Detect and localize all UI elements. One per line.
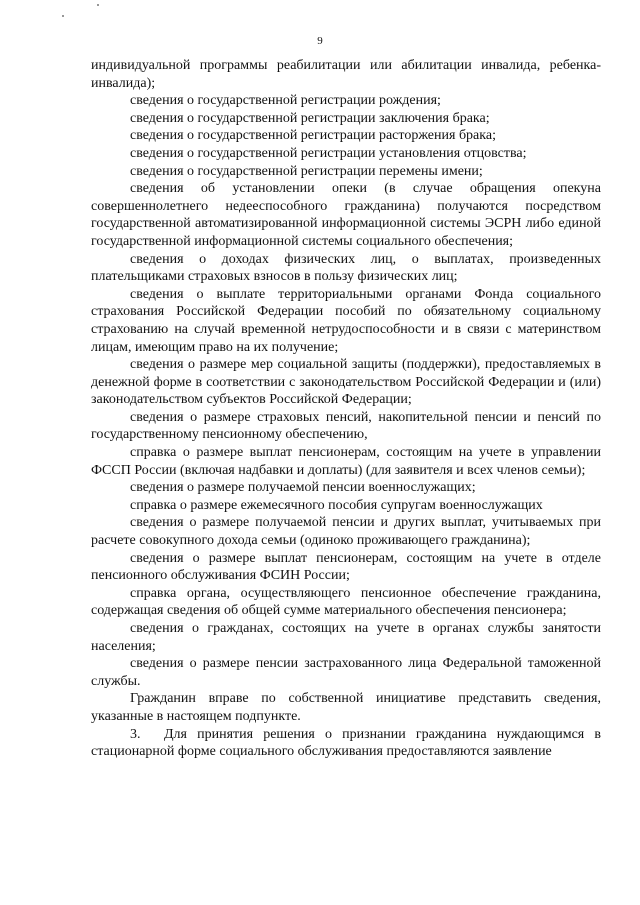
page-number: 9 [317, 35, 323, 47]
paragraph: сведения о государственной регистрации перемены имени; [130, 163, 483, 179]
paragraph: сведения о размере страховых пенсий, накопительной пенсии и пенсий по государственному пенсионному обеспечению, [91, 409, 601, 443]
paragraph: сведения об установлении опеки (в случае обращения опекуна совершеннолетнего недееспособного гражданина) получаются посредством государственной автоматизированной информационной системы ЭСРН либо единой государственной информационной системы социального обеспечения; [91, 181, 601, 249]
paragraph-text: Для принятия решения о признании гражданина нуждающимся в стационарной форме социального обслуживания предоставляются заявление [91, 726, 601, 760]
paragraph: сведения о размере выплат пенсионерам, состоящим на учете в отделе пенсионного обслуживания ФСИН России; [91, 550, 601, 584]
paragraph: сведения о размере мер социальной защиты (поддержки), предоставляемых в денежной форме в соответствии с законодательством Российской Федерации и (или) законодательством субъектов Российской Федерации; [91, 357, 601, 408]
paragraph: справка о размере выплат пенсионерам, состоящим на учете в управлении ФССП России (включая надбавки и доплаты) (для заявителя и всех членов семьи); [91, 445, 601, 478]
paragraph: сведения о государственной регистрации установления отцовства; [130, 145, 527, 161]
paragraph: сведения о размере получаемой пенсии военнослужащих; [130, 480, 476, 496]
paragraph: справка о размере ежемесячного пособия супругам военнослужащих [130, 497, 543, 513]
paragraph-number: 3. [130, 726, 141, 742]
scan-speck [62, 15, 64, 17]
paragraph: индивидуальной программы реабилитации или абилитации инвалида, ребенка-инвалида); [91, 58, 601, 91]
paragraph: сведения о гражданах, состоящих на учете в органах службы занятости населения; [91, 621, 601, 654]
paragraph: сведения о доходах физических лиц, о выплатах, произведенных плательщиками страховых взносов в пользу физических лиц; [91, 251, 601, 285]
paragraph: сведения о выплате территориальными органами Фонда социального страхования Российской Федерации пособий по обязательному социальному страхованию на случай временной нетрудоспособности и в связи с материнством лицам, имеющим право на их получение; [91, 286, 601, 355]
paragraph: Гражданин вправе по собственной инициативе представить сведения, указанные в настоящем подпункте. [91, 691, 601, 724]
numbered-paragraph [91, 726, 601, 761]
paragraph: сведения о размере получаемой пенсии и других выплат, учитываемых при расчете совокупного дохода семьи (одиноко проживающего гражданина); [91, 515, 601, 549]
paragraph: сведения о размере пенсии застрахованного лица Федеральной таможенной службы. [91, 656, 601, 689]
scan-speck [97, 4, 99, 6]
paragraph: сведения о государственной регистрации расторжения брака; [130, 128, 496, 144]
paragraph: справка органа, осуществляющего пенсионное обеспечение гражданина, содержащая сведения об общей сумме материального обеспечения пенсионера; [91, 585, 601, 619]
paragraph: сведения о государственной регистрации рождения; [130, 93, 441, 109]
document-body [91, 57, 601, 761]
paragraph: сведения о государственной регистрации заключения брака; [130, 110, 490, 126]
